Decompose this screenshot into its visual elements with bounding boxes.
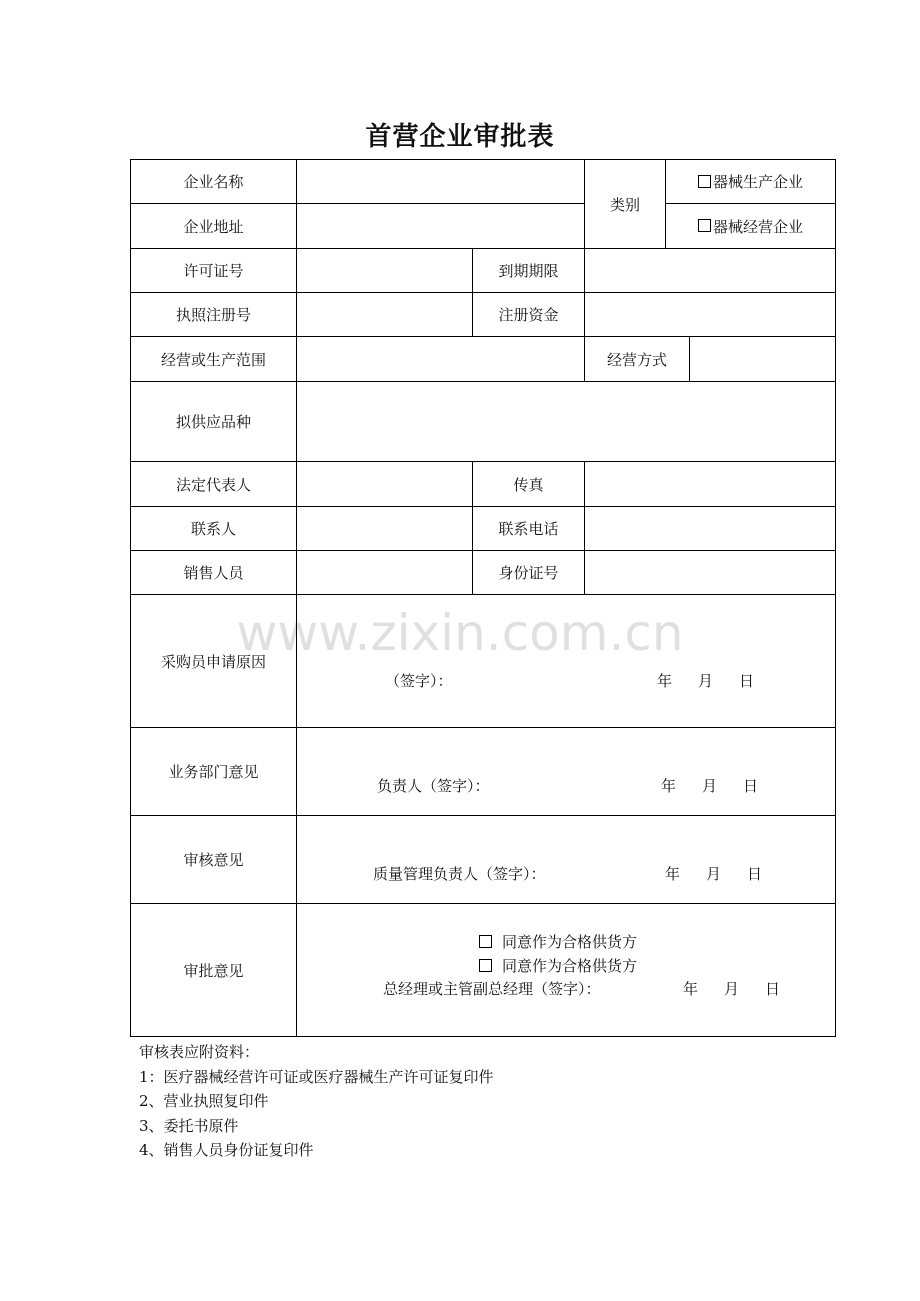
reason-label: 采购员申请原因 [131,595,297,728]
notes-item: 3、委托书原件 [139,1116,239,1135]
year-label: 年 [657,672,673,690]
month-label: 月 [698,672,714,690]
review-opinion-field[interactable] [297,816,836,904]
varieties-label: 拟供应品种 [131,382,297,462]
sales-label: 销售人员 [131,551,297,595]
phone-field[interactable] [585,507,836,551]
company-address-field[interactable] [297,204,585,249]
notes-item: 1：医疗器械经营许可证或医疗器械生产许可证复印件 [139,1067,494,1086]
reg-no-label: 执照注册号 [131,293,297,337]
agree-option-1[interactable]: 同意作为合格供货方 [479,930,835,954]
notes-heading: 审核表应附资料： [139,1043,260,1061]
expiry-label: 到期期限 [473,249,585,293]
category-option-distributor[interactable]: 器械经营企业 [666,204,836,249]
agree-option-2[interactable]: 同意作为合格供货方 [479,954,835,978]
approve-opinion-label: 审批意见 [131,904,297,1037]
month-label: 月 [702,776,718,795]
notes-item: 2、营业执照复印件 [139,1092,269,1110]
scope-label: 经营或生产范围 [131,337,297,382]
reason-field[interactable] [297,595,836,728]
form-title: 首营企业审批表 [365,122,555,152]
date-fields [683,978,780,999]
notes-item: 4、销售人员身份证复印件 [139,1141,314,1159]
id-no-label: 身份证号 [473,551,585,595]
dept-opinion-label: 业务部门意见 [131,728,297,816]
contact-label: 联系人 [131,507,297,551]
company-address-label: 企业地址 [131,204,297,249]
license-no-label: 许可证号 [131,249,297,293]
dept-head-label: 负责人（签字）： [377,776,490,795]
company-name-field[interactable] [297,160,585,204]
category-option-manufacturer[interactable]: 器械生产企业 [666,160,836,204]
contact-field[interactable] [297,507,473,551]
mode-field[interactable] [690,337,836,382]
year-label: 年 [665,864,681,883]
date-fields [657,670,754,691]
day-label: 日 [765,980,781,998]
mode-label: 经营方式 [585,337,690,382]
review-opinion-label: 审核意见 [131,816,297,904]
year-label: 年 [683,980,699,998]
checkbox-icon[interactable] [698,175,711,188]
day-label: 日 [747,864,763,883]
sales-field[interactable] [297,551,473,595]
license-no-field[interactable] [297,249,473,293]
date-fields [665,863,762,884]
day-label: 日 [743,776,759,795]
category-label: 类别 [585,160,666,249]
varieties-field[interactable] [297,382,836,462]
scope-field[interactable] [297,337,585,382]
expiry-field[interactable] [585,249,836,293]
checkbox-icon[interactable] [698,219,711,232]
date-fields [661,775,758,796]
signer-label: （签字）： [385,672,453,690]
month-label: 月 [724,980,740,998]
checkbox-icon[interactable] [479,935,492,948]
quality-head-label: 质量管理负责人（签字）： [373,864,546,883]
approval-form-table [130,159,836,1037]
legal-rep-field[interactable] [297,462,473,507]
checkbox-icon[interactable] [479,959,492,972]
capital-label: 注册资金 [473,293,585,337]
year-label: 年 [661,776,677,795]
gm-label: 总经理或主管副总经理（签字）： [383,980,601,998]
reg-no-field[interactable] [297,293,473,337]
watermark: www.zixin.com.cn [236,604,684,662]
month-label: 月 [706,864,722,883]
dept-opinion-field[interactable] [297,728,836,816]
attachments-notes [139,1040,494,1163]
signature-line [297,670,835,694]
legal-rep-label: 法定代表人 [131,462,297,507]
agree-options [297,930,835,978]
capital-field[interactable] [585,293,836,337]
signature-line [297,775,835,799]
fax-label: 传真 [473,462,585,507]
signature-line [297,978,835,1002]
day-label: 日 [739,672,755,690]
signature-line [297,863,835,887]
id-no-field[interactable] [585,551,836,595]
company-name-label: 企业名称 [131,160,297,204]
approve-opinion-field[interactable] [297,904,836,1037]
phone-label: 联系电话 [473,507,585,551]
fax-field[interactable] [585,462,836,507]
